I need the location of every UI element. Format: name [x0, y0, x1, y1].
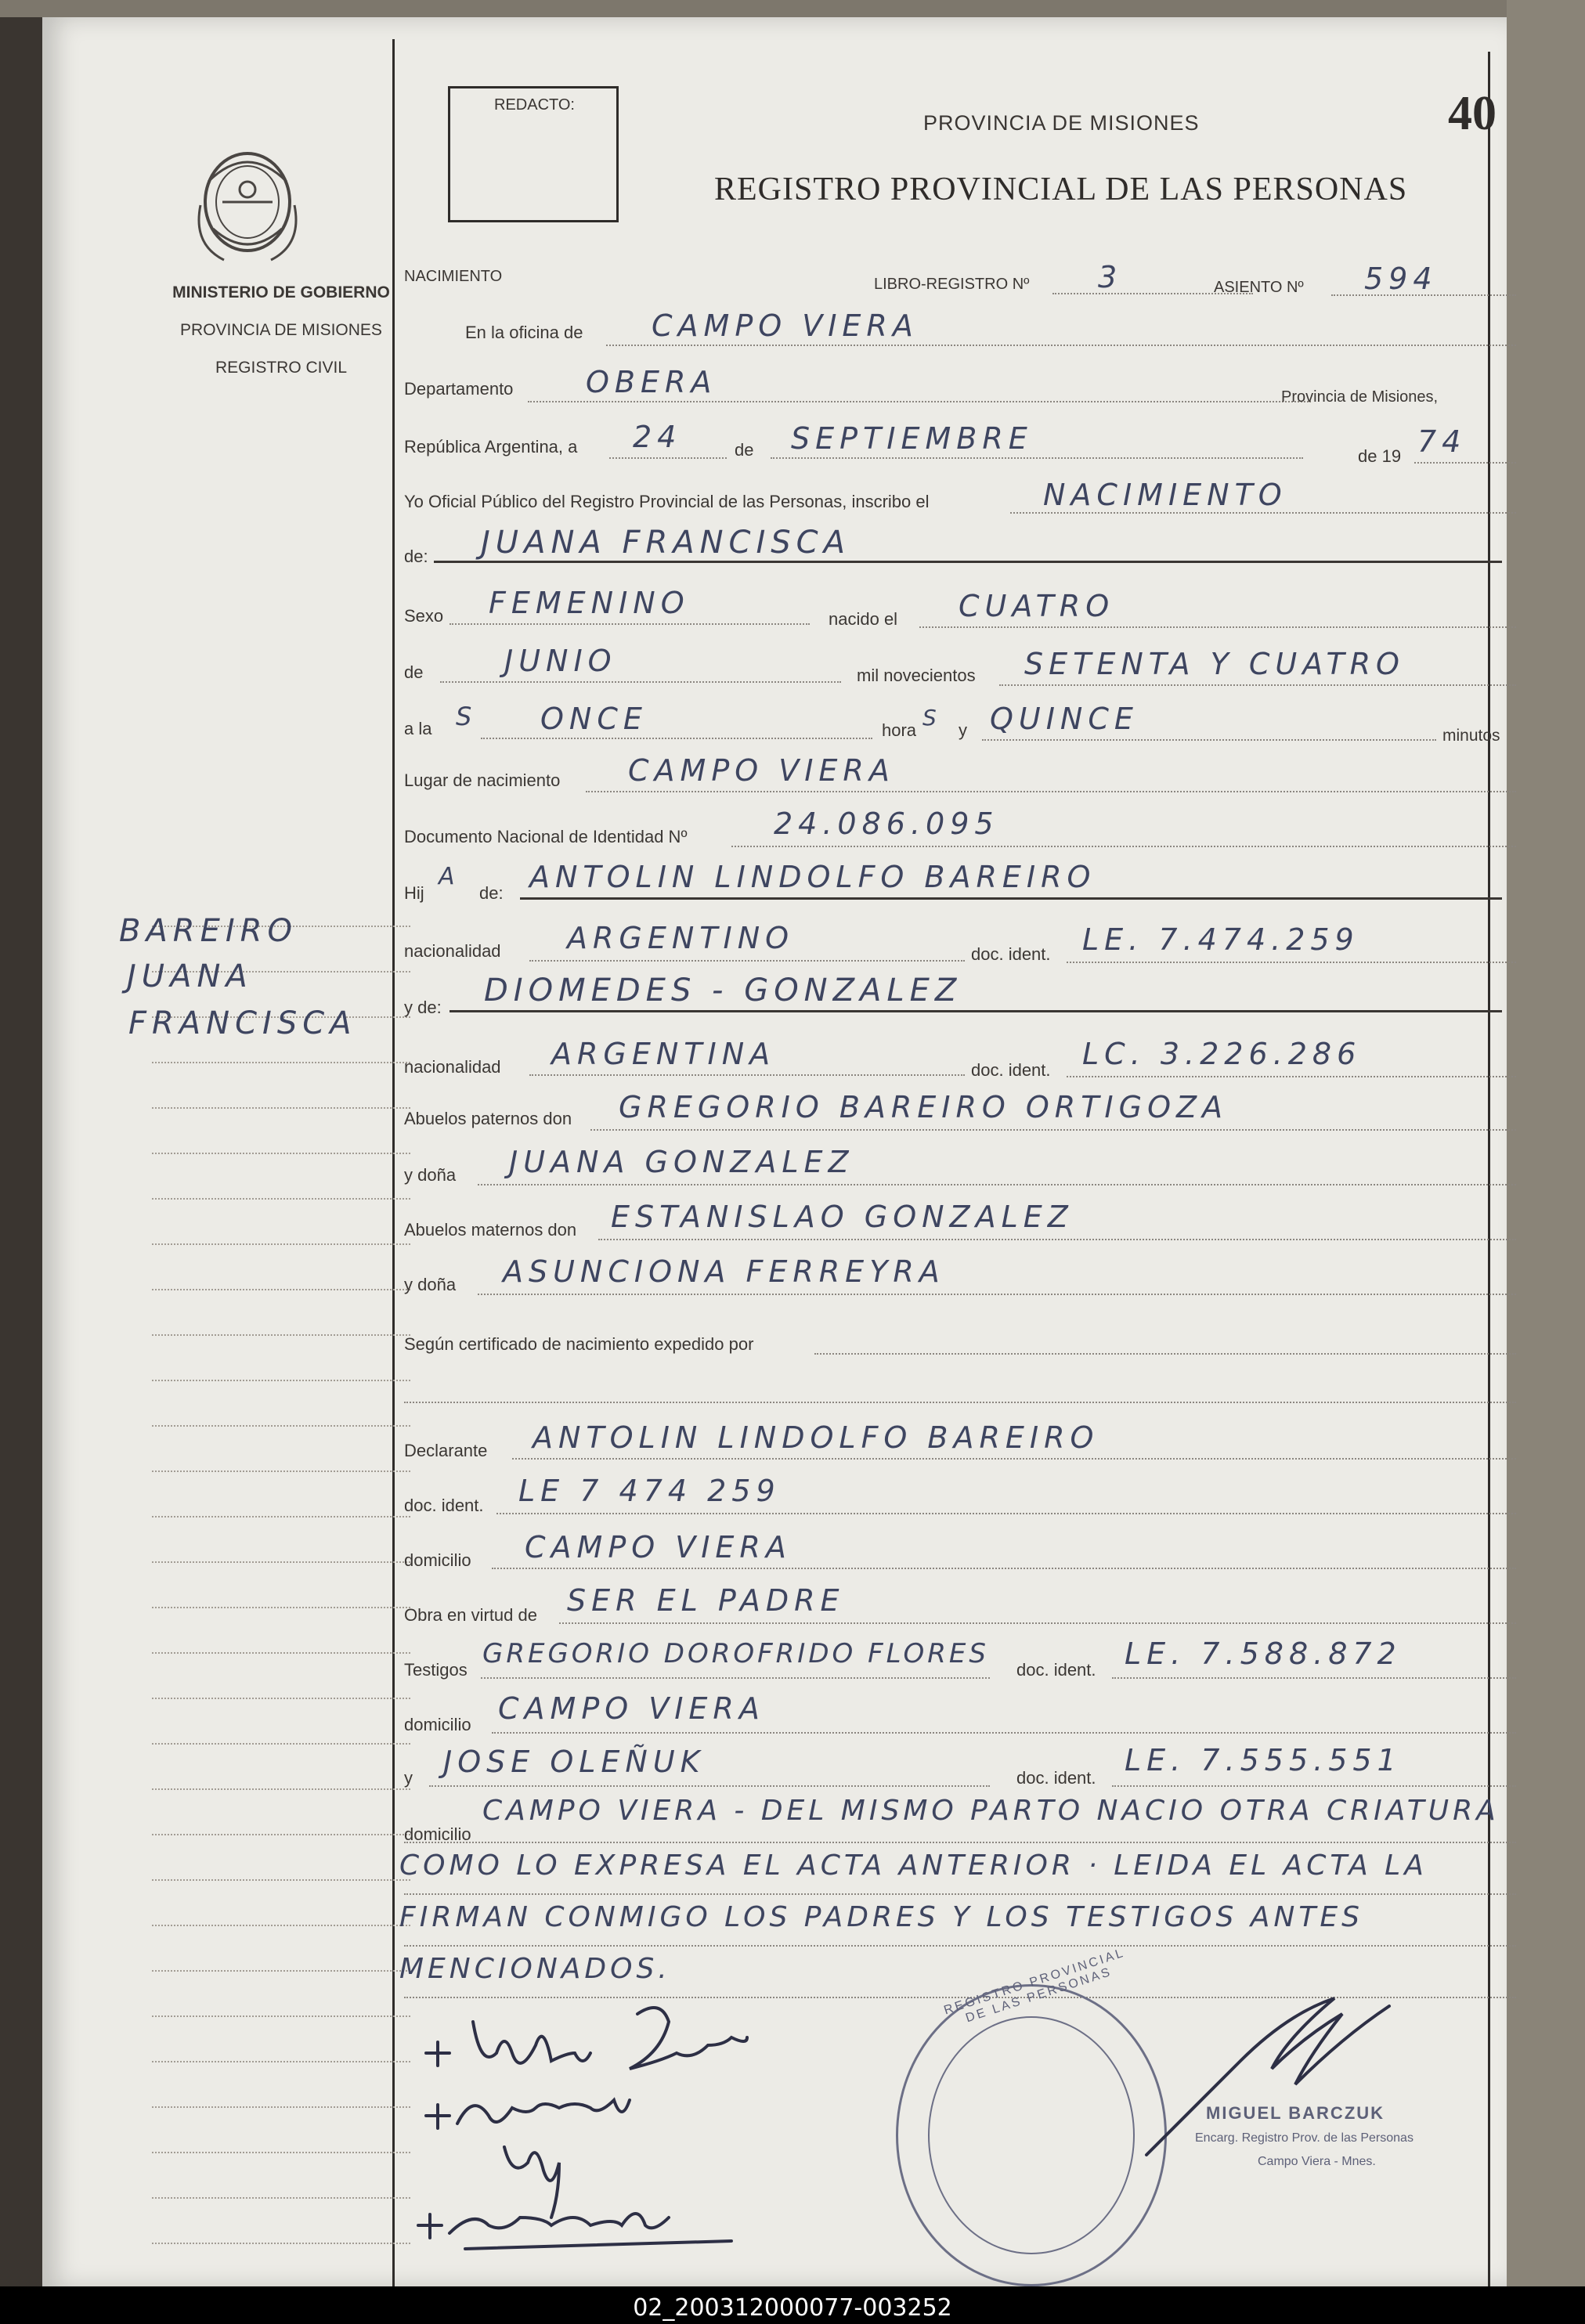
margin-line — [152, 1970, 410, 1972]
padre-nacionalidad-value: ARGENTINO — [567, 921, 795, 955]
madre-doc-label: doc. ident. — [971, 1060, 1051, 1080]
margin-line — [152, 2152, 410, 2153]
madre-value: DIOMEDES - GONZALEZ — [484, 973, 962, 1009]
hij-sufijo-value: A — [439, 863, 460, 890]
nacido-dia-value: CUATRO — [959, 589, 1115, 623]
y-label: y — [959, 720, 967, 740]
abuelo-paterno-value: GREGORIO BAREIRO ORTIGOZA — [619, 1090, 1229, 1124]
nacido-anio-value: SETENTA Y CUATRO — [1024, 647, 1405, 681]
margin-note-name2: FRANCISCA — [128, 1005, 357, 1041]
departamento-label: Departamento — [404, 379, 514, 399]
ministry-title: MINISTERIO DE GOBIERNO — [172, 283, 390, 301]
mil-novecientos-label: mil novecientos — [857, 666, 976, 685]
right-column-rule — [1488, 52, 1490, 2294]
obra-en-virtud-label: Obra en virtud de — [404, 1605, 537, 1625]
margin-line — [152, 1198, 410, 1200]
provincia-label: Provincia de Misiones, — [1281, 388, 1439, 406]
abuelos-paternos-label: Abuelos paternos don — [404, 1109, 572, 1128]
ministry-seal-icon — [185, 135, 310, 283]
testigo2-value: JOSE OLEÑUK — [443, 1745, 706, 1779]
book-top-edge — [0, 0, 1585, 17]
margin-line — [152, 2243, 410, 2244]
oficina-value: CAMPO VIERA — [652, 309, 919, 343]
yo-oficial-label: Yo Oficial Público del Registro Provincial de las Personas, inscribo el — [404, 492, 930, 511]
inscribo-value: NACIMIENTO — [1043, 478, 1287, 512]
testigo2-label: y — [404, 1768, 413, 1788]
testigo2-doc-value: LE. 7.555.551 — [1125, 1743, 1402, 1777]
testigo2-domicilio-label: domicilio — [404, 1824, 471, 1844]
margin-line — [152, 1425, 410, 1427]
departamento-value: OBERA — [586, 365, 717, 399]
nota-linea-4: MENCIONADOS. — [399, 1953, 671, 1985]
stamp-sub-2: Campo Viera - Mnes. — [1258, 2155, 1376, 2168]
left-column-rule — [392, 39, 395, 2294]
de-19-label: de 19 — [1358, 446, 1402, 466]
minutos-value: QUINCE — [990, 702, 1139, 736]
testigo2-doc-label: doc. ident. — [1016, 1768, 1096, 1788]
a-la-label: a la — [404, 719, 432, 738]
margin-line — [152, 1834, 410, 1835]
register-page — [42, 17, 1507, 2288]
padre-value: ANTOLIN LINDOLFO BAREIRO — [529, 860, 1096, 894]
de-label-1: de — [735, 440, 754, 460]
signatures — [403, 1990, 951, 2280]
margin-note-surname: BAREIRO — [119, 913, 298, 949]
declarante-label: Declarante — [404, 1441, 488, 1460]
lugar-label: Lugar de nacimiento — [404, 770, 561, 790]
padre-nacionalidad-label: nacionalidad — [404, 941, 501, 961]
lugar-value: CAMPO VIERA — [628, 753, 895, 788]
abuelo-materno-value: ESTANISLAO GONZALEZ — [611, 1200, 1074, 1234]
mes-value: SEPTIEMBRE — [791, 421, 1033, 456]
testigo1-domicilio-value: CAMPO VIERA — [498, 1691, 765, 1726]
testigo1-doc-label: doc. ident. — [1016, 1660, 1096, 1680]
obra-en-virtud-value: SER EL PADRE — [567, 1583, 845, 1618]
margin-line — [152, 2015, 410, 2017]
ministry-registry: REGISTRO CIVIL — [215, 359, 348, 377]
testigo1-value: GREGORIO DOROFRIDO FLORES — [482, 1638, 989, 1669]
official-signature — [1115, 1975, 1444, 2178]
oficina-label: En la oficina de — [465, 323, 583, 342]
image-caption: 02_200312000077-003252 — [633, 2294, 952, 2322]
abuela-materna-label: y doña — [404, 1275, 457, 1294]
abuelos-maternos-label: Abuelos maternos don — [404, 1220, 577, 1240]
margin-line — [152, 1879, 410, 1881]
asiento-value: 594 — [1364, 262, 1438, 296]
margin-line — [152, 2197, 410, 2199]
margin-line — [152, 1607, 410, 1608]
nacido-mes-value: JUNIO — [504, 644, 617, 678]
margin-line — [152, 1516, 410, 1517]
madre-doc-value: LC. 3.226.286 — [1082, 1037, 1362, 1071]
padre-doc-label: doc. ident. — [971, 944, 1051, 964]
libro-registro-value: 3 — [1098, 260, 1123, 294]
dni-value: 24.086.095 — [774, 807, 999, 841]
horas-label: hora — [882, 720, 917, 740]
margin-line — [152, 1334, 410, 1336]
hora-sufijo2-value: S — [922, 705, 942, 731]
margin-note-name1: JUANA — [127, 958, 253, 994]
madre-nacionalidad-label: nacionalidad — [404, 1057, 501, 1077]
declarante-value: ANTOLIN LINDOLFO BAREIRO — [533, 1420, 1099, 1455]
padre-doc-value: LE. 7.474.259 — [1082, 922, 1359, 957]
testigos-label: Testigos — [404, 1660, 468, 1680]
nota-linea-1: CAMPO VIERA - DEL MISMO PARTO NACIO OTRA CRIATURA — [482, 1795, 1500, 1827]
redacto-box — [448, 86, 619, 222]
y-de-label: y de: — [404, 998, 442, 1017]
stamp-ring-text: REGISTRO PROVINCIAL DE LAS PERSONAS — [942, 1946, 1127, 2026]
minutos-label: minutos — [1442, 727, 1500, 745]
act-type-label: NACIMIENTO — [404, 268, 503, 285]
testigo1-domicilio-label: domicilio — [404, 1715, 471, 1734]
margin-line — [152, 1471, 410, 1472]
hij-label: Hij — [404, 883, 424, 903]
testigo1-doc-value: LE. 7.588.872 — [1125, 1637, 1402, 1671]
abuela-paterna-value: JUANA GONZALEZ — [509, 1145, 854, 1179]
margin-line — [152, 1743, 410, 1745]
nota-linea-3: FIRMAN CONMIGO LOS PADRES Y LOS TESTIGOS ANTES — [399, 1901, 1363, 1933]
nacido-el-label: nacido el — [829, 609, 898, 629]
abuela-materna-value: ASUNCIONA FERREYRA — [503, 1254, 945, 1289]
hora-sufijo-value: S — [456, 702, 478, 731]
margin-line — [152, 1698, 410, 1699]
anio-value: 74 — [1417, 424, 1467, 459]
book-right-edge — [1507, 0, 1585, 2324]
margin-line — [152, 1925, 410, 1926]
margin-line — [152, 1062, 410, 1063]
province-title: PROVINCIA DE MISIONES — [923, 111, 1200, 135]
republica-label: República Argentina, a — [404, 437, 578, 456]
declarante-domicilio-label: domicilio — [404, 1550, 471, 1570]
dni-label: Documento Nacional de Identidad Nº — [404, 827, 688, 846]
margin-line — [152, 2061, 410, 2062]
margin-line — [152, 1243, 410, 1245]
margin-line — [152, 1289, 410, 1290]
declarante-doc-label: doc. ident. — [404, 1496, 484, 1515]
margin-line — [152, 2106, 410, 2108]
stamp-sub-1: Encarg. Registro Prov. de las Personas — [1195, 2131, 1414, 2145]
redacto-label: REDACTO: — [494, 96, 575, 114]
margin-line — [152, 1380, 410, 1381]
stamp-name: MIGUEL BARCZUK — [1206, 2103, 1385, 2123]
ministry-province: PROVINCIA DE MISIONES — [180, 321, 382, 339]
margin-line — [152, 1561, 410, 1563]
margin-line — [152, 1788, 410, 1790]
de-padre-label: de: — [479, 883, 504, 903]
nota-linea-2: COMO LO EXPRESA EL ACTA ANTERIOR · LEIDA EL ACTA LA — [399, 1849, 1428, 1882]
sexo-label: Sexo — [404, 606, 444, 626]
declarante-domicilio-value: CAMPO VIERA — [525, 1530, 792, 1564]
de-mes-label: de — [404, 662, 424, 682]
madre-nacionalidad-value: ARGENTINA — [551, 1037, 776, 1071]
margin-line — [152, 1652, 410, 1654]
abuela-paterna-label: y doña — [404, 1165, 457, 1185]
asiento-label: ASIENTO Nº — [1214, 279, 1304, 296]
margin-line — [152, 1153, 410, 1154]
margin-line — [152, 1107, 410, 1109]
registry-title: REGISTRO PROVINCIAL DE LAS PERSONAS — [714, 171, 1408, 208]
dia-value: 24 — [633, 420, 682, 454]
sexo-value: FEMENINO — [489, 586, 690, 620]
hora-value: ONCE — [540, 702, 648, 736]
libro-registro-label: LIBRO-REGISTRO Nº — [874, 276, 1030, 293]
declarante-doc-value: LE 7 474 259 — [518, 1474, 781, 1508]
de-nombre-label: de: — [404, 547, 428, 566]
nombre-value: JUANA FRANCISCA — [481, 525, 850, 561]
segun-certificado-label: Según certificado de nacimiento expedido por — [404, 1334, 754, 1354]
page-number: 40 — [1448, 87, 1497, 140]
